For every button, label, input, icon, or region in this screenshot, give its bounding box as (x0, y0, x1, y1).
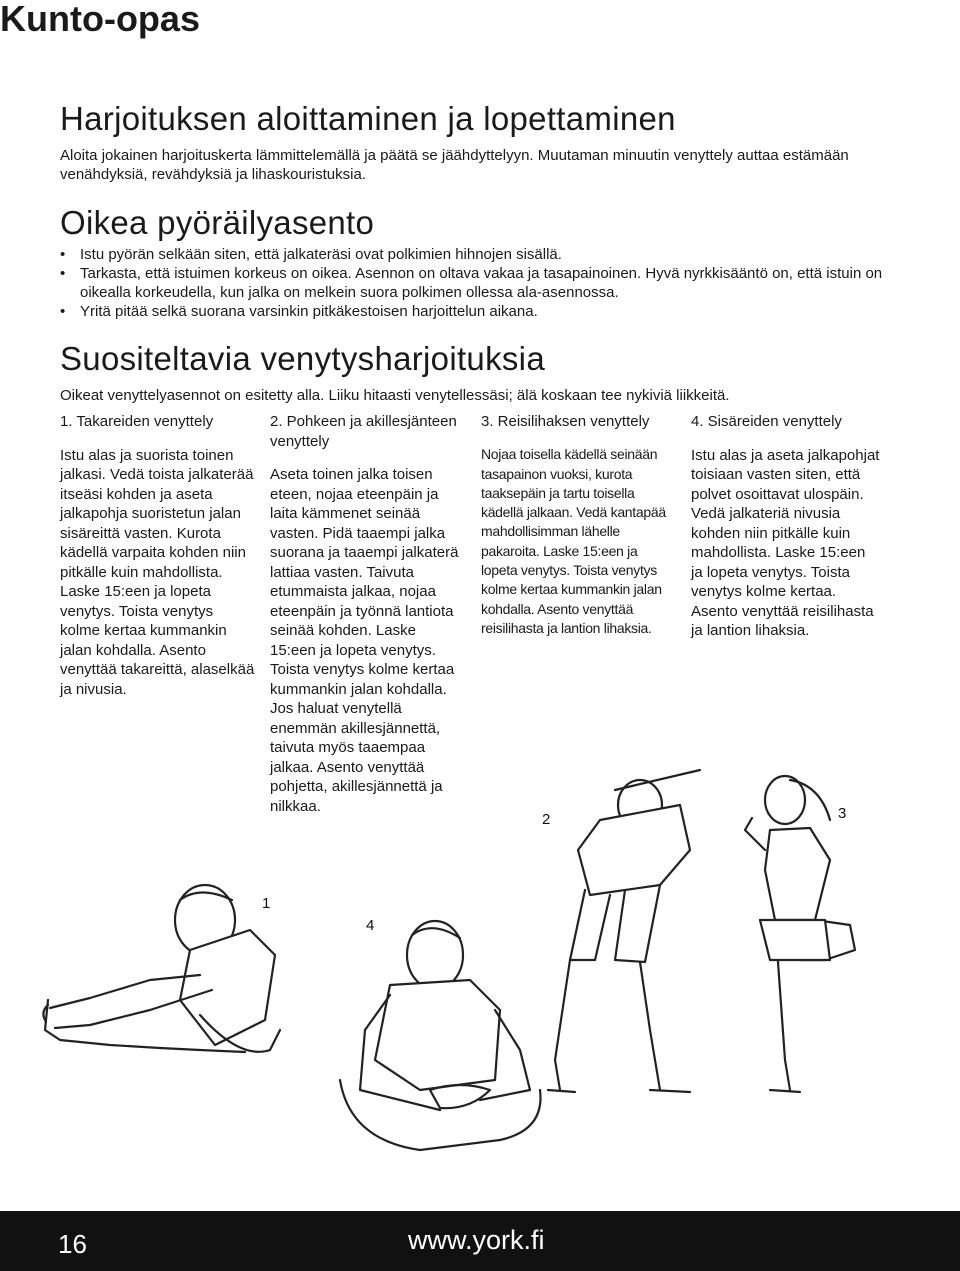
list-item: • Yritä pitää selkä suorana varsinkin pitkäkestoisen harjoittelun aikana. (60, 302, 910, 321)
stretch-illustrations (0, 760, 960, 1210)
figure-label: 3 (838, 805, 847, 822)
list-item: • Istu pyörän selkään siten, että jalkateräsi ovat polkimien hihnojen sisällä. (60, 245, 910, 264)
list-item: • Tarkasta, että istuimen korkeus on oikea. Asennon on oltava vakaa ja tasapainoinen. Hyvä nyrkkisääntö on, että istuin on oikealla korkeudella, kun jalka on melkein suora polkimen ollessa ala-asennossa. (60, 264, 910, 302)
footer-bar (0, 1211, 960, 1271)
figure-label: 4 (366, 917, 375, 934)
section-heading-start-end: Harjoituksen aloittaminen ja lopettaminen (60, 100, 676, 137)
stretch-title: 2. Pohkeen ja akillesjänteen venyttely (270, 413, 457, 450)
stretch-column-2 (270, 412, 465, 816)
figure-label: 2 (542, 811, 551, 828)
stretch-text: Istu alas ja aseta jalkapohjat toisiaan vasten siten, että polvet osoittavat ulospäin. Vedä jalkateriä nivusia kohden niin pitkälle kuin mahdollista. Laske 15:een ja lopeta venytys. Toista venytys kolme kertaa. Asento venyttää reisilihasta ja lantion lihaksia. (691, 446, 880, 639)
stretch-title: 3. Reisilihaksen venyttely (481, 413, 650, 430)
figure-1-hamstring-illustration (43, 885, 280, 1052)
page-title: Kunto-opas (0, 0, 200, 39)
stretch-column-1 (60, 412, 255, 699)
stretch-column-4 (691, 412, 881, 641)
cycling-position-list (60, 245, 910, 321)
section-heading-stretches: Suositeltavia venytysharjoituksia (60, 340, 545, 377)
stretch-text: Istu alas ja suorista toinen jalkasi. Vedä toista jalkaterää itseäsi kohden ja aseta jalkapohja suoristetun jalan sisäreittä vasten. Kurota kädellä varpaita kohden niin pitkälle kuin mahdollista. Laske 15:een ja lopeta venytys. Toista venytys kolme kertaa kummankin jalan kohdalla. Asento venyttää takareittä, alaselkää ja nivusia. (60, 446, 255, 698)
stretches-intro: Oikeat venyttelyasennot on esitetty alla. Liiku hitaasti venytellessäsi; älä koskaan tee nykiviä liikkeitä. (60, 387, 730, 404)
figure-2-calf-illustration (548, 770, 700, 1092)
page-number: 16 (58, 1229, 87, 1259)
section-text-start-end: Aloita jokainen harjoituskerta lämmittelemällä ja päätä se jäähdyttelyyn. Muutaman minuutin venyttely auttaa estämään venähdyksiä, revähdyksiä ja lihaskouristuksia. (60, 147, 849, 183)
stretch-title: 4. Sisäreiden venyttely (691, 413, 842, 430)
stretch-text: Nojaa toisella kädellä seinään tasapainon vuoksi, kurota taaksepäin ja tartu toisella kädellä jalkaan. Vedä kantapää mahdollisimman lähelle pakaroita. Laske 15:een ja lopeta venytys. Toista venytys kolme kertaa kummankin jalan kohdalla. Asento venyttää reisilihasta ja lantion lihaksia. (481, 446, 666, 636)
footer-url[interactable]: www.york.fi (408, 1225, 545, 1255)
figure-4-groin-illustration (340, 921, 541, 1150)
figure-label: 1 (262, 895, 271, 912)
figure-3-quadriceps-illustration (745, 776, 855, 1092)
stretch-title: 1. Takareiden venyttely (60, 413, 214, 430)
stretch-text: Aseta toinen jalka toisen eteen, nojaa eteenpäin ja laita kämmenet seinää vasten. Pidä taaempi jalka suorana ja taaempi jalkaterä lattiaa vasten. Taivuta etummaista jalkaa, nojaa eteenpäin ja työnnä lantiota seinää kohden. Laske 15:een ja lopeta venytys. Toista venytys kolme kertaa kummankin jalan kohdalla. Jos haluat venytellä enemmän akillesjännettä, taivuta myös taaempaa jalkaa. Asento venyttää pohjetta, akillesjännettä ja nilkkaa. (270, 466, 459, 815)
stretch-column-3 (481, 412, 671, 638)
section-heading-cycling-position: Oikea pyöräilyasento (60, 204, 375, 241)
